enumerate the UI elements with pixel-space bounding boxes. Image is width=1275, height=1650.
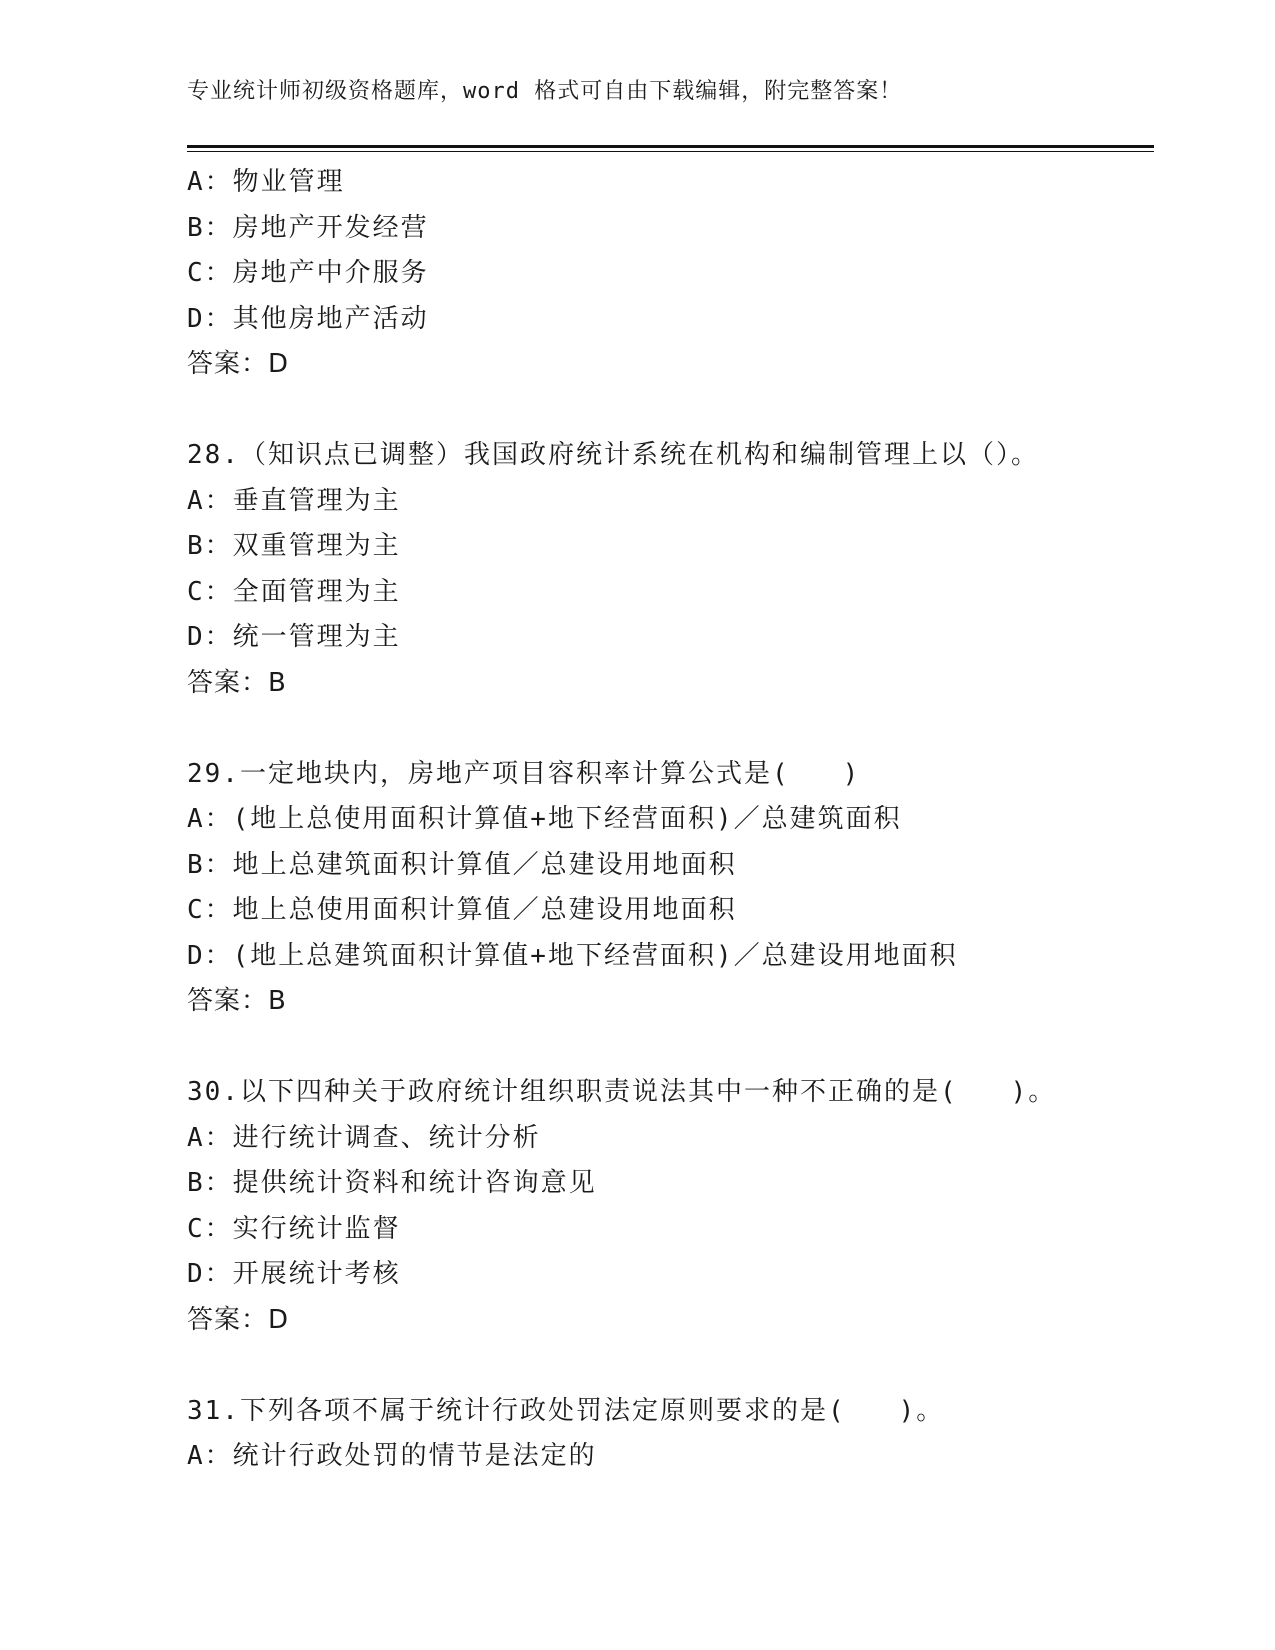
answer-line: 答案：D: [187, 1304, 290, 1335]
question-stem: 29.一定地块内，房地产项目容积率计算公式是( ): [187, 758, 861, 789]
option-c: C：全面管理为主: [187, 576, 401, 607]
option-a: A：物业管理: [187, 167, 345, 197]
option-b: B：房地产开发经营: [187, 212, 429, 243]
option-c: C：实行统计监督: [187, 1213, 401, 1244]
option-d: D：(地上总建筑面积计算值+地下经营面积)／总建设用地面积: [187, 940, 958, 971]
option-d: D：开展统计考核: [187, 1259, 401, 1289]
option-b: B：双重管理为主: [187, 531, 401, 561]
spacer: [187, 706, 1167, 752]
header-rule-thin: [187, 151, 1154, 152]
option-a: A：垂直管理为主: [187, 485, 401, 516]
page-header: 专业统计师初级资格题库，word 格式可自由下载编辑，附完整答案！: [187, 79, 903, 104]
header-rule-thick: [187, 145, 1154, 148]
spacer: [187, 1343, 1167, 1389]
spacer: [187, 1025, 1167, 1071]
option-a: A：进行统计调查、统计分析: [187, 1122, 541, 1153]
question-stem: 30.以下四种关于政府统计组织职责说法其中一种不正确的是( )。: [187, 1077, 1057, 1107]
answer-line: 答案：B: [187, 986, 287, 1016]
option-b: B：提供统计资料和统计咨询意见: [187, 1168, 597, 1198]
answer-line: 答案：B: [187, 667, 287, 698]
question-stem: 31.下列各项不属于统计行政处罚法定原则要求的是( )。: [187, 1395, 945, 1426]
option-d: D：统一管理为主: [187, 622, 401, 652]
option-d: D：其他房地产活动: [187, 303, 429, 334]
option-c: C：地上总使用面积计算值／总建设用地面积: [187, 895, 737, 925]
option-c: C：房地产中介服务: [187, 258, 429, 288]
spacer: [187, 388, 1167, 434]
document-body: [187, 160, 1167, 1480]
question-stem: 28.（知识点已调整）我国政府统计系统在机构和编制管理上以（）。: [187, 440, 1039, 470]
option-a: A：(地上总使用面积计算值+地下经营面积)／总建筑面积: [187, 804, 902, 834]
option-b: B：地上总建筑面积计算值／总建设用地面积: [187, 849, 737, 880]
answer-line: 答案：D: [187, 349, 290, 379]
option-a: A：统计行政处罚的情节是法定的: [187, 1441, 597, 1471]
